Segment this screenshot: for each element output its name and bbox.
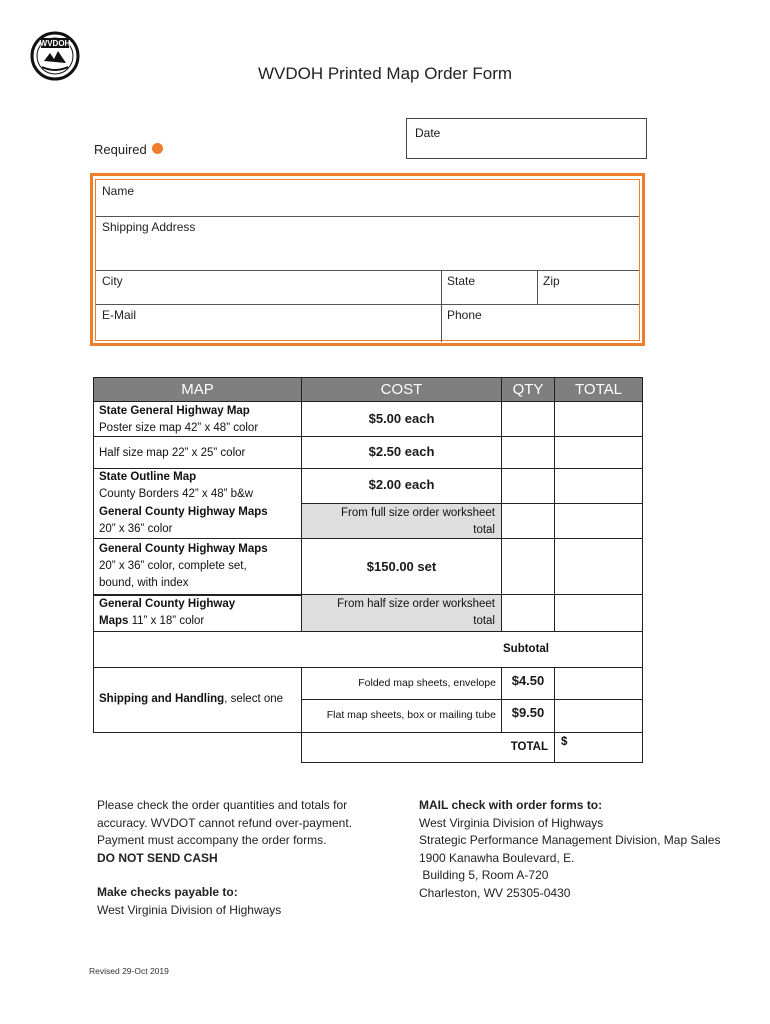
contact-block <box>95 179 640 341</box>
required-dot-icon <box>152 143 163 154</box>
total-input[interactable] <box>555 595 642 631</box>
map-item-county-set <box>99 541 294 592</box>
map-item-county-half <box>99 596 299 630</box>
header-cost: COST <box>302 378 501 401</box>
cost-value: $2.50 each <box>368 444 435 459</box>
map-item-title: State Outline Map <box>99 471 197 483</box>
map-item-desc: 11” x 18” color <box>128 615 205 627</box>
page-title: WVDOH Printed Map Order Form <box>257 64 513 83</box>
map-item-county-full <box>99 504 299 538</box>
shipping-label-rest: , select one <box>224 693 284 705</box>
shipping-address-field[interactable] <box>96 217 639 270</box>
shipping-price-folded: $4.50 <box>511 673 545 688</box>
cost-note-line: total <box>473 615 495 627</box>
revision-date: Revised 29-Oct 2019 <box>89 966 169 976</box>
phone-field[interactable] <box>442 305 639 340</box>
state-label: State <box>447 274 476 288</box>
shipping-label-bold: Shipping and Handling <box>99 693 225 705</box>
required-legend <box>94 142 163 157</box>
address-line: West Virginia Division of Highways <box>419 815 604 830</box>
qty-input[interactable] <box>502 469 554 503</box>
map-item-desc: Poster size map 42” x 48” color <box>99 422 259 434</box>
cost-note-line: From full size order worksheet <box>340 507 495 519</box>
map-item-state-general <box>99 403 299 437</box>
phone-label: Phone <box>447 308 482 322</box>
order-table <box>93 377 643 763</box>
total-input[interactable] <box>555 402 642 436</box>
address-line: 1900 Kanawha Boulevard, E. <box>419 850 575 865</box>
subtotal-input[interactable] <box>555 632 642 667</box>
shipping-label <box>99 691 299 708</box>
payable-to: West Virginia Division of Highways <box>97 902 282 917</box>
logo-text: WVDOH <box>39 39 71 48</box>
payment-notes <box>97 797 397 919</box>
total-label: TOTAL <box>510 741 548 753</box>
map-item-title: General County Highway <box>99 598 236 610</box>
total-input[interactable] <box>555 504 642 538</box>
header-qty: QTY <box>502 378 554 401</box>
cost-note-line: total <box>473 524 495 536</box>
name-field[interactable] <box>96 180 639 216</box>
email-field[interactable] <box>96 305 441 340</box>
no-cash-warning: DO NOT SEND CASH <box>97 850 218 865</box>
note-line: Please check the order quantities and totals for <box>97 798 348 812</box>
mailing-address <box>419 797 749 902</box>
cost-note-line: From half size order worksheet <box>337 598 495 610</box>
name-label: Name <box>102 184 135 198</box>
map-item-title: State General Highway Map <box>99 405 250 417</box>
shipping-select-folded[interactable] <box>555 668 642 699</box>
state-field[interactable] <box>442 271 537 304</box>
map-item-state-outline <box>99 469 299 503</box>
qty-input[interactable] <box>502 595 554 631</box>
header-total: TOTAL <box>555 378 642 401</box>
map-item-desc: 20” x 36” color <box>99 523 173 535</box>
date-field[interactable] <box>406 118 647 159</box>
map-item-title: General County Highway Maps <box>99 506 268 518</box>
cost-value: $150.00 set <box>366 559 437 574</box>
cost-value: $2.00 each <box>368 477 435 492</box>
mail-heading: MAIL check with order forms to: <box>419 798 603 812</box>
qty-input[interactable] <box>502 539 554 594</box>
city-field[interactable] <box>96 271 441 304</box>
map-item-desc: 20” x 36” color, complete set, bound, with index <box>99 560 247 589</box>
map-item-half-size <box>99 445 299 462</box>
zip-label: Zip <box>543 274 560 288</box>
shipping-select-flat[interactable] <box>555 700 642 732</box>
total-input[interactable] <box>555 437 642 468</box>
qty-input[interactable] <box>502 504 554 538</box>
shipping-option-flat[interactable]: Flat map sheets, box or mailing tube <box>326 709 496 721</box>
zip-field[interactable] <box>538 271 639 304</box>
note-line: accuracy. WVDOT cannot refund over-payment. <box>97 815 352 830</box>
header-map: MAP <box>94 378 301 401</box>
note-line: Payment must accompany the order forms. <box>97 833 327 847</box>
map-item-desc: County Borders 42” x 48” b&w <box>99 488 254 500</box>
total-input[interactable] <box>555 469 642 503</box>
grand-total-input[interactable] <box>555 733 642 762</box>
address-line: Charleston, WV 25305-0430 <box>419 885 571 900</box>
map-item-desc: Half size map 22” x 25” color <box>99 447 246 459</box>
required-label: Required <box>94 142 147 157</box>
city-label: City <box>102 274 123 288</box>
subtotal-label: Subtotal <box>503 643 549 655</box>
total-currency: $ <box>561 736 568 748</box>
cost-worksheet-note <box>302 504 501 538</box>
address-line: Building 5, Room A-720 <box>419 868 549 882</box>
qty-input[interactable] <box>502 402 554 436</box>
date-label: Date <box>415 126 441 140</box>
cost-worksheet-note <box>302 595 501 631</box>
shipping-option-folded[interactable]: Folded map sheets, envelope <box>358 677 496 689</box>
payable-heading: Make checks payable to: <box>97 885 238 899</box>
email-label: E-Mail <box>102 308 137 322</box>
cost-value: $5.00 each <box>368 411 435 426</box>
shipping-price-flat: $9.50 <box>511 705 545 720</box>
qty-input[interactable] <box>502 437 554 468</box>
map-item-title: General County Highway Maps <box>99 543 268 555</box>
map-item-title-cont: Maps <box>99 615 129 627</box>
address-line: Strategic Performance Management Division, Map Sales <box>419 833 721 847</box>
shipping-address-label: Shipping Address <box>102 220 196 234</box>
total-input[interactable] <box>555 539 642 594</box>
